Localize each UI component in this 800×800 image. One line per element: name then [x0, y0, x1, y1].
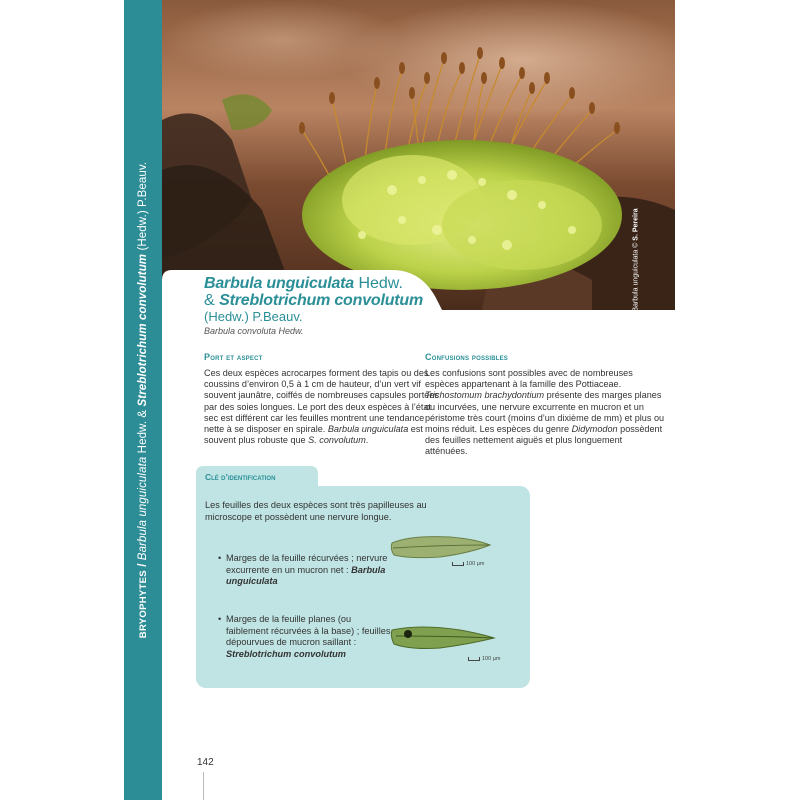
- title-line-1: [204, 275, 423, 292]
- category-label: BRYOPHYTES: [138, 570, 149, 639]
- title-author-1: Hedw.: [354, 275, 403, 292]
- port-paragraph: [204, 368, 444, 446]
- port-text-3: .: [365, 435, 369, 446]
- page-number-rule: [203, 772, 204, 800]
- running-head-author-1: Hedw. &: [137, 406, 149, 457]
- title-synonym: [204, 326, 423, 336]
- scale-bar-1: [452, 561, 484, 567]
- bullet-icon: •: [218, 553, 222, 563]
- key-item-2-species: Streblotrichum convolutum: [226, 648, 346, 659]
- running-head-species-1: Barbula unguiculata: [137, 456, 149, 561]
- confusions-genus: Didymodon: [571, 424, 618, 435]
- running-head-species-2: Streblotrichum convolutum: [137, 253, 149, 407]
- confusions-section: [425, 352, 665, 458]
- title-banner: [162, 270, 462, 350]
- scale-bar-2: [468, 656, 500, 662]
- running-head-separator: /: [137, 560, 149, 571]
- key-intro: Les feuilles des deux espèces sont très papilleuses au microscope et possèdent une nervure longue.: [205, 500, 427, 522]
- port-heading: Port et aspect: [204, 352, 263, 362]
- confusions-species-1: Trichostomum brachydontium: [425, 390, 545, 401]
- title-ampersand: &: [204, 292, 220, 309]
- key-tab: [196, 466, 318, 488]
- bullet-icon: •: [218, 614, 222, 624]
- title-author-2: (Hedw.) P.Beauv.: [204, 309, 303, 324]
- key-item-1-text: Marges de la feuille récurvées ; nervure excurrente en un mucron net :: [226, 553, 388, 575]
- confusions-text-2: présente des marges planes ou incurvées, une nervure excurrente en mucron et un péristome très court (moins d’un dixième de mm) et plus ou moins réduit. Les espèces du genre: [425, 390, 665, 435]
- key-tab-label: Clé d’identification: [205, 472, 276, 482]
- photo-credit-caption: Barbula unguiculata ©: [632, 240, 640, 312]
- title-text: [204, 275, 423, 336]
- photo-credit-name: S. Pereira: [632, 208, 640, 241]
- scale-label-1: 100 µm: [466, 561, 485, 567]
- page-number: 142: [197, 757, 214, 768]
- port-section: [204, 352, 444, 446]
- leaf-illustration-1: [390, 533, 494, 563]
- photo-credit: [633, 208, 640, 311]
- confusions-paragraph: [425, 368, 665, 458]
- running-head-author-2: (Hedw.) P.Beauv.: [137, 161, 149, 254]
- port-species-1: Barbula unguiculata: [327, 424, 409, 435]
- key-item-2-text: Marges de la feuille planes (ou faiblement récurvées à la base) ; feuilles dépourvues de mucron saillant :: [226, 614, 391, 647]
- port-text-1: Ces deux espèces acrocarpes forment des tapis ou des coussins d’environ 0,5 à 1 cm de hauteur, d’un vert vif souvent jaunâtre, coiffés de nombreuses capsules portées par des soies longues. Le port des deux espèces à l’état sec est différent car les feuilles montrent une tendance nette à se disposer en spirale.: [204, 368, 439, 435]
- side-strip-running-head: [137, 162, 149, 638]
- moss-photo: [162, 0, 675, 310]
- key-item-2: [218, 614, 396, 660]
- key-item-1: [218, 553, 396, 588]
- key-item-1-species: Barbula unguiculata: [226, 564, 386, 586]
- confusions-heading: Confusions possibles: [425, 352, 509, 362]
- title-line-2: [204, 292, 423, 309]
- leaf-illustration-2: [390, 622, 498, 654]
- title-species-1: Barbula unguiculata: [204, 275, 354, 292]
- port-text-2: est souvent plus robuste que: [204, 424, 423, 446]
- confusions-text-1: Les confusions sont possibles avec de nombreuses espèces appartenant à la famille des Pottiaceae.: [425, 368, 633, 390]
- port-species-2: S. convolutum: [308, 435, 366, 446]
- confusions-text-3: possèdent des feuilles nettement aiguës et plus longuement atténuées.: [425, 424, 663, 457]
- scale-label-2: 100 µm: [482, 656, 501, 662]
- title-species-2: Streblotrichum convolutum: [219, 292, 424, 309]
- title-synonym-text: Barbula convoluta Hedw.: [204, 326, 304, 336]
